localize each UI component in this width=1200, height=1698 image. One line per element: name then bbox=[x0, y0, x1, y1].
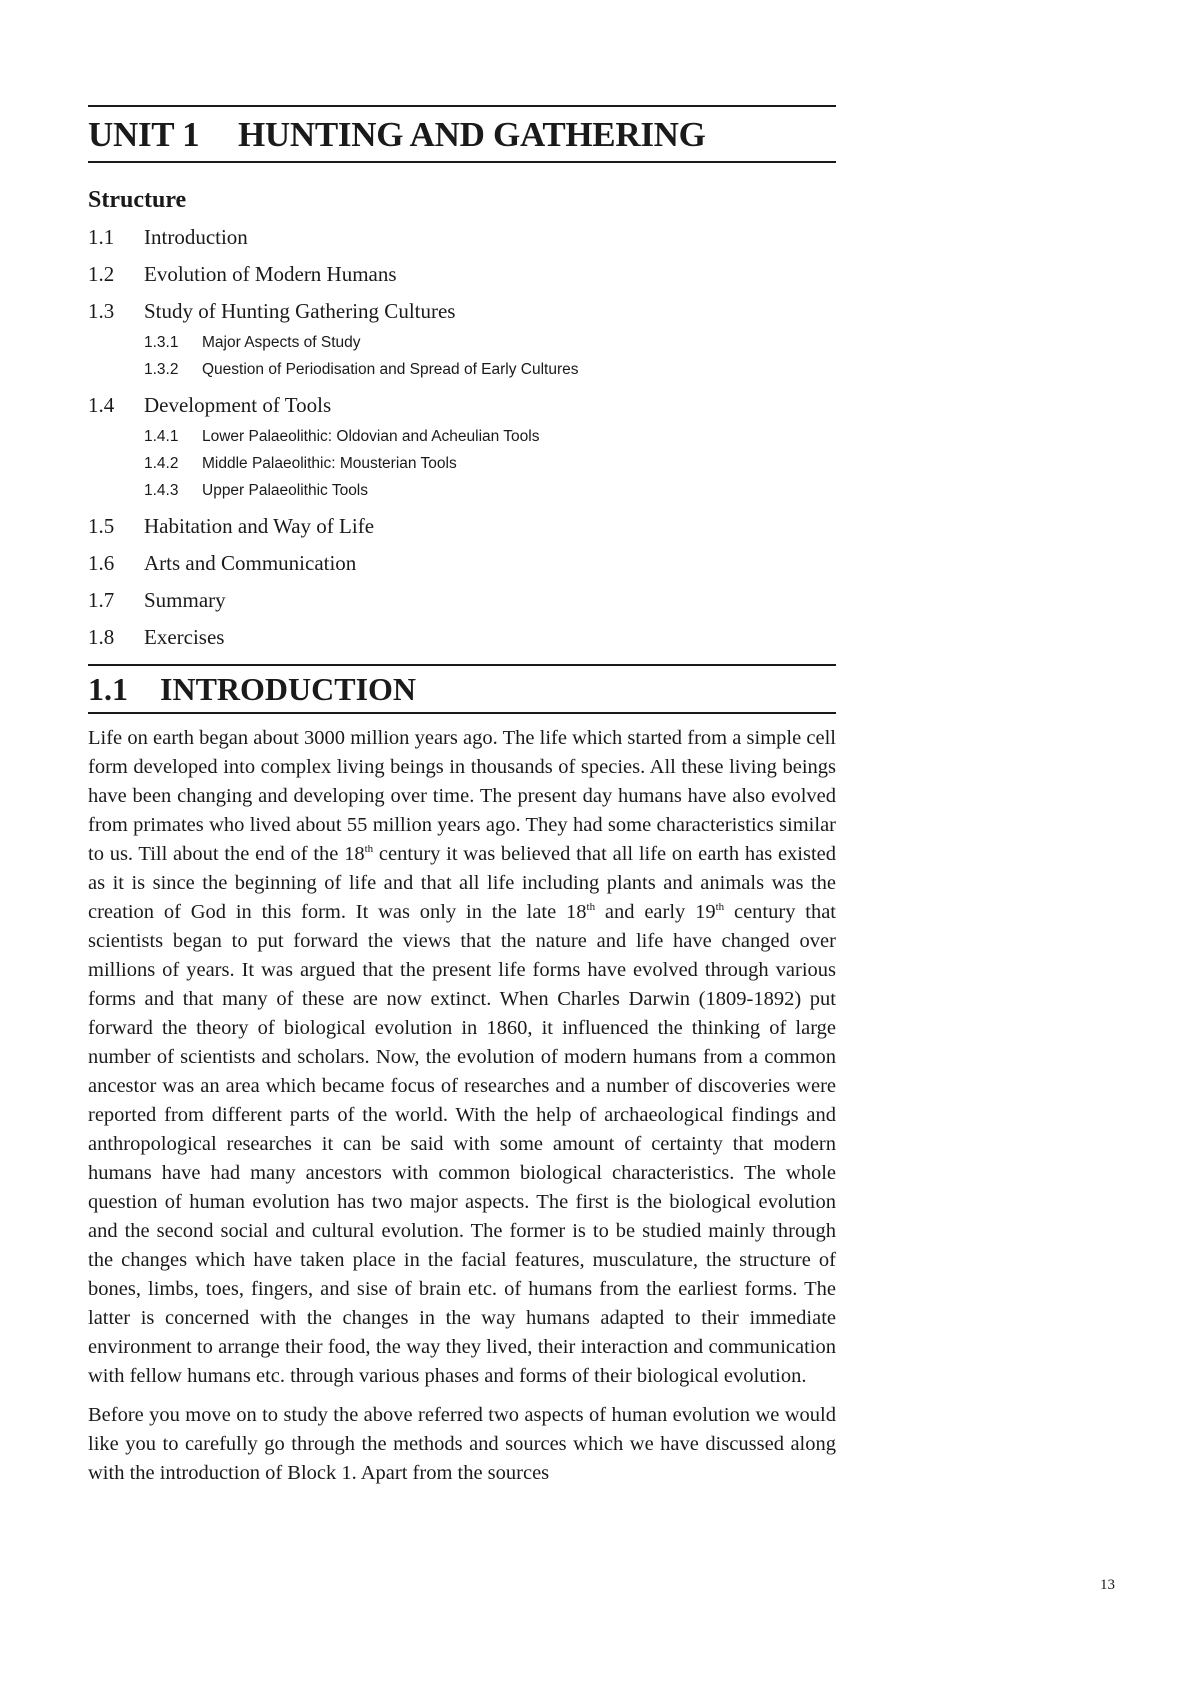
section-number: 1.1 bbox=[88, 671, 128, 707]
unit-title-text: HUNTING AND GATHERING bbox=[238, 115, 706, 154]
toc-subsection-list bbox=[144, 427, 836, 501]
toc-subitem-label: Middle Palaeolithic: Mousterian Tools bbox=[202, 455, 457, 472]
superscript-th: th bbox=[364, 843, 374, 856]
section-heading bbox=[88, 670, 836, 708]
toc-subitem bbox=[144, 427, 836, 447]
section-title: INTRODUCTION bbox=[160, 671, 417, 707]
toc-item bbox=[88, 262, 836, 287]
toc-subsection-list bbox=[144, 333, 836, 380]
para1-part1: Life on earth began about 3000 million years ago. The life which started from a simple cell form developed into complex living beings in thousands of species. All these living beings have been changing and developing over time. The present day humans have also evolved from primates who lived about 55 million years ago. They had some characteristics similar to us. Till about the end of the 18 bbox=[88, 727, 836, 865]
toc-subitem-label: Lower Palaeolithic: Oldovian and Acheulian Tools bbox=[202, 428, 540, 445]
toc-item bbox=[88, 393, 836, 418]
para1-part2: century it was believed that all life on earth has existed as it is since the beginning of life and that all life including plants and animals was the creation of God in this form. It was only in the late 18 bbox=[88, 843, 837, 923]
unit-title bbox=[88, 113, 836, 157]
structure-heading: Structure bbox=[88, 187, 187, 213]
toc-item-number: 1.7 bbox=[88, 588, 115, 612]
toc-subitem-label: Question of Periodisation and Spread of Early Cultures bbox=[202, 361, 579, 378]
toc-item bbox=[88, 625, 836, 650]
toc-subitem-number: 1.4.1 bbox=[144, 428, 179, 445]
top-rule bbox=[88, 105, 836, 107]
toc-item-label: Development of Tools bbox=[144, 393, 332, 417]
page-content bbox=[88, 105, 836, 1488]
intro-paragraph-1 bbox=[88, 724, 836, 1391]
toc-item-label: Introduction bbox=[144, 225, 248, 249]
toc-item-label: Evolution of Modern Humans bbox=[144, 262, 397, 286]
toc-subitem-label: Upper Palaeolithic Tools bbox=[202, 482, 369, 499]
superscript-th: th bbox=[715, 901, 725, 914]
toc-item-number: 1.6 bbox=[88, 551, 115, 575]
toc-item-label: Habitation and Way of Life bbox=[144, 514, 375, 538]
toc-item-label: Arts and Communication bbox=[144, 551, 357, 575]
toc-item bbox=[88, 225, 836, 250]
toc-item-number: 1.2 bbox=[88, 262, 115, 286]
toc-item-number: 1.1 bbox=[88, 225, 115, 249]
toc-subitem bbox=[144, 454, 836, 474]
toc-subitem bbox=[144, 481, 836, 501]
toc-item-number: 1.4 bbox=[88, 393, 115, 417]
title-rule bbox=[88, 161, 836, 163]
superscript-th: th bbox=[586, 901, 596, 914]
toc-item bbox=[88, 588, 836, 613]
toc-item bbox=[88, 299, 836, 324]
unit-number: UNIT 1 bbox=[88, 115, 200, 154]
toc-item-label: Exercises bbox=[144, 625, 225, 649]
page-number: 13 bbox=[1100, 1577, 1115, 1593]
toc-item-number: 1.3 bbox=[88, 299, 115, 323]
toc-item bbox=[88, 551, 836, 576]
toc-item-label: Study of Hunting Gathering Cultures bbox=[144, 299, 456, 323]
intro-paragraph-2: Before you move on to study the above referred two aspects of human evolution we would like you to carefully go through the methods and sources which we have discussed along with the introduction of Block 1. Apart from the sources bbox=[88, 1404, 836, 1484]
table-of-contents bbox=[88, 225, 836, 650]
toc-item bbox=[88, 514, 836, 539]
toc-subitem-number: 1.4.2 bbox=[144, 455, 179, 472]
toc-subitem-number: 1.3.2 bbox=[144, 361, 179, 378]
toc-item-number: 1.8 bbox=[88, 625, 115, 649]
toc-subitem bbox=[144, 333, 836, 353]
toc-subitem-label: Major Aspects of Study bbox=[202, 334, 361, 351]
toc-item-number: 1.5 bbox=[88, 514, 115, 538]
toc-subitem bbox=[144, 360, 836, 380]
para1-part3: and early 19 bbox=[595, 901, 716, 923]
para1-part4: century that scientists began to put forward the views that the nature and life have changed over millions of years. It was argued that the present life forms have evolved through various forms and that many of these are now extinct. When Charles Darwin (1809-1892) put forward the theory of biological evolution in 1860, it influenced the thinking of large number of scientists and scholars. Now, the evolution of modern humans from a common ancestor was an area which became focus of researches and a number of discoveries were reported from different parts of the world. With the help of archaeological findings and anthropological researches it can be said with some amount of certainty that modern humans have had many ancestors with common biological characteristics. The whole question of human evolution has two major aspects. The first is the biological evolution and the second social and cultural evolution. The former is to be studied mainly through the changes which have taken place in the facial features, musculature, the structure of bones, limbs, toes, fingers, and sise of brain etc. of humans from the earliest forms. The latter is concerned with the changes in the way humans adapted to their immediate environment to arrange their food, the way they lived, their interaction and communication with fellow humans etc. through various phases and forms of their biological evolution. bbox=[88, 901, 836, 1387]
toc-item-label: Summary bbox=[144, 588, 226, 612]
section-bottom-rule bbox=[88, 712, 836, 714]
toc-subitem-number: 1.3.1 bbox=[144, 334, 179, 351]
section-top-rule bbox=[88, 664, 836, 666]
toc-subitem-number: 1.4.3 bbox=[144, 482, 179, 499]
